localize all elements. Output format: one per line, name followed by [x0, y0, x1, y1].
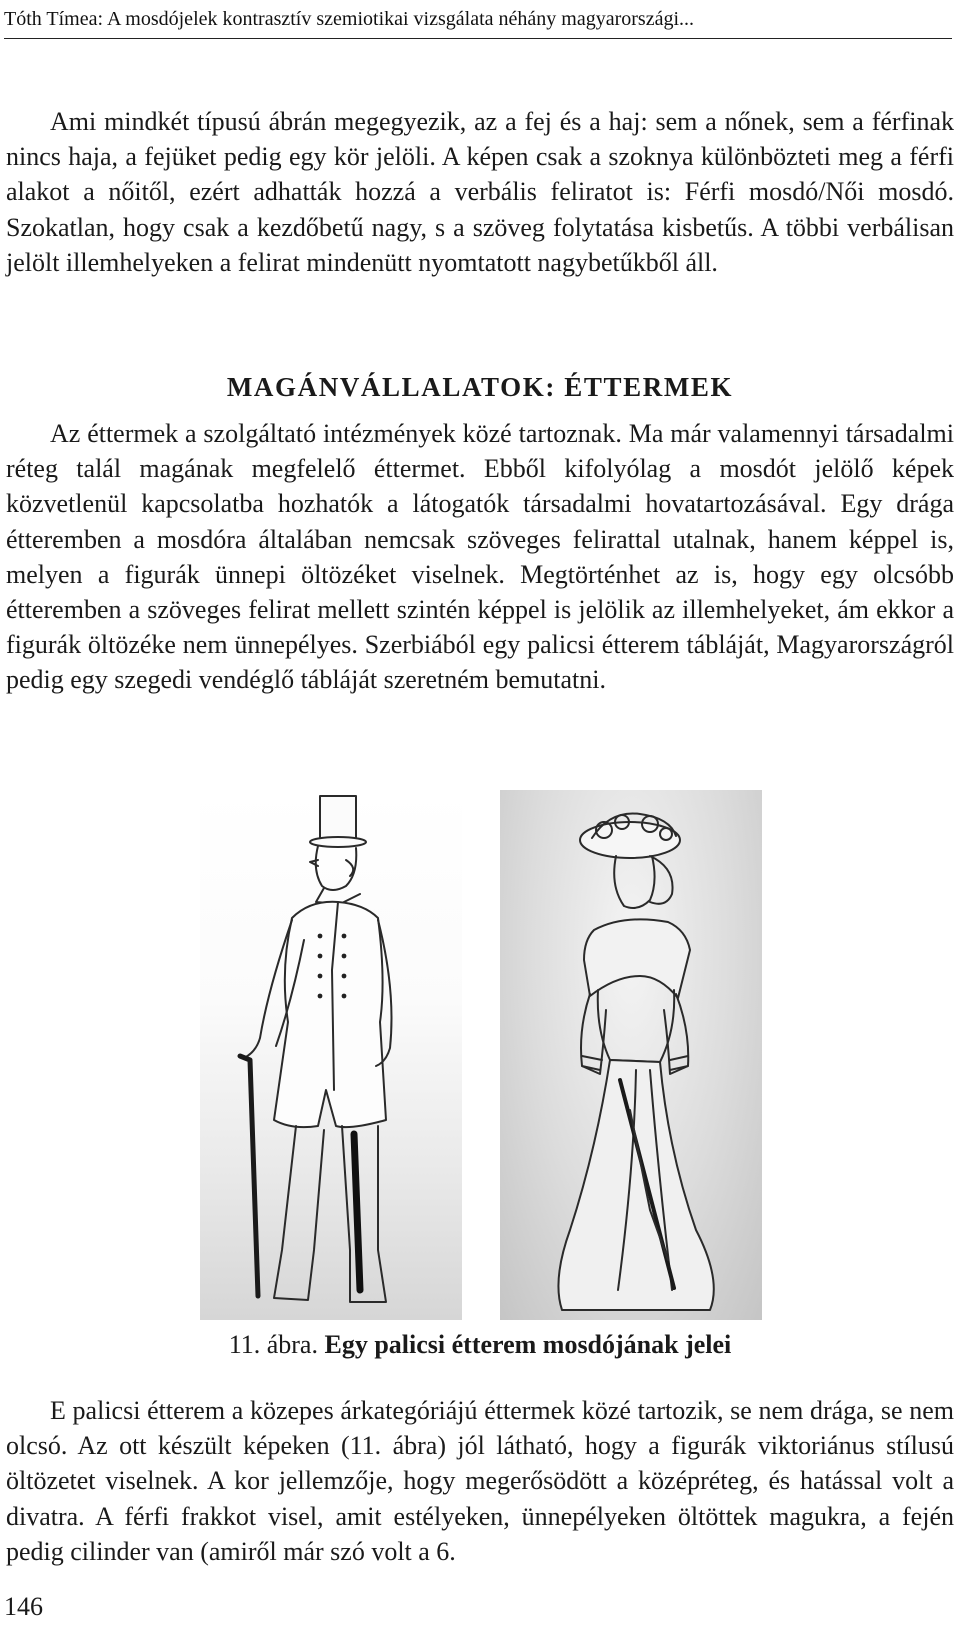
paragraph-washroom-figures	[6, 104, 954, 280]
lady-drawing	[500, 790, 762, 1320]
running-head: Tóth Tímea: A mosdójelek kontrasztív szemiotikai vizsgálata néhány magyarországi...	[4, 8, 694, 30]
header-rule	[4, 38, 952, 39]
gentleman-drawing	[200, 790, 462, 1320]
paragraph-restaurants	[6, 416, 954, 698]
lady-sign-image	[500, 790, 762, 1320]
figure-caption	[0, 1328, 960, 1362]
caption-number: 11. ábra.	[228, 1330, 318, 1359]
caption-title: Egy palicsi étterem mosdójának jelei	[324, 1330, 732, 1359]
paragraph-text: E palicsi étterem a közepes árkategóriájú éttermek közé tartozik, se nem drága, se nem olcsó. Az ott készült képeken (11. ábra) jól látható, hogy a figurák viktoriánus stílusú öltözetet viselnek. A kor jellemzője, hogy megerősödött a középréteg, és hatással volt a divatra. A férfi frakkot visel, amit estélyeken, ünnepélyeken öltöttek magukra, a fején pedig cilinder van (amiről már szó volt a 6.	[6, 1396, 954, 1566]
section-heading: MAGÁNVÁLLALATOK: ÉTTERMEK	[226, 372, 734, 402]
page-number: 146	[4, 1592, 43, 1621]
paragraph-palics-restaurant	[6, 1393, 954, 1569]
paragraph-text: Ami mindkét típusú ábrán megegyezik, az a fej és a haj: sem a nőnek, sem a férfinak nincs haja, a fejüket pedig egy kör jelöli. A képen csak a szoknya különbözteti meg a férfi alakot a nőitől, ezért adhatták hozzá a verbális feliratot is: Férfi mosdó/Női mosdó. Szokatlan, hogy csak a kezdőbetű nagy, s a szöveg folytatása kisbetűs. A többi verbálisan jelölt illemhelyeken a felirat mindenütt nyomtatott nagybetűkből áll.	[6, 107, 954, 277]
paragraph-text: Az éttermek a szolgáltató intézmények közé tartoznak. Ma már valamennyi társadalmi réteg talál magának megfelelő éttermet. Ebből kifolyólag a mosdót jelölő képek közvetlenül kapcsolatba hozhatók a látogatók társadalmi hovatartozásával. Egy drága étteremben a mosdóra általában nemcsak szöveges felirattal utalnak, hanem képpel is, melyen a figurák ünnepi öltözéket viselnek. Megtörténhet az is, hogy egy olcsóbb étteremben a szöveges felirat mellett szintén képpel is jelölik az illemhelyeket, ám ekkor a figurák öltözéke nem ünnepélyes. Szerbiából egy palicsi étterem tábláját, Magyarországról pedig egy szegedi vendéglő tábláját szeretném bemutatni.	[6, 419, 954, 695]
gentleman-sign-image	[200, 790, 462, 1320]
